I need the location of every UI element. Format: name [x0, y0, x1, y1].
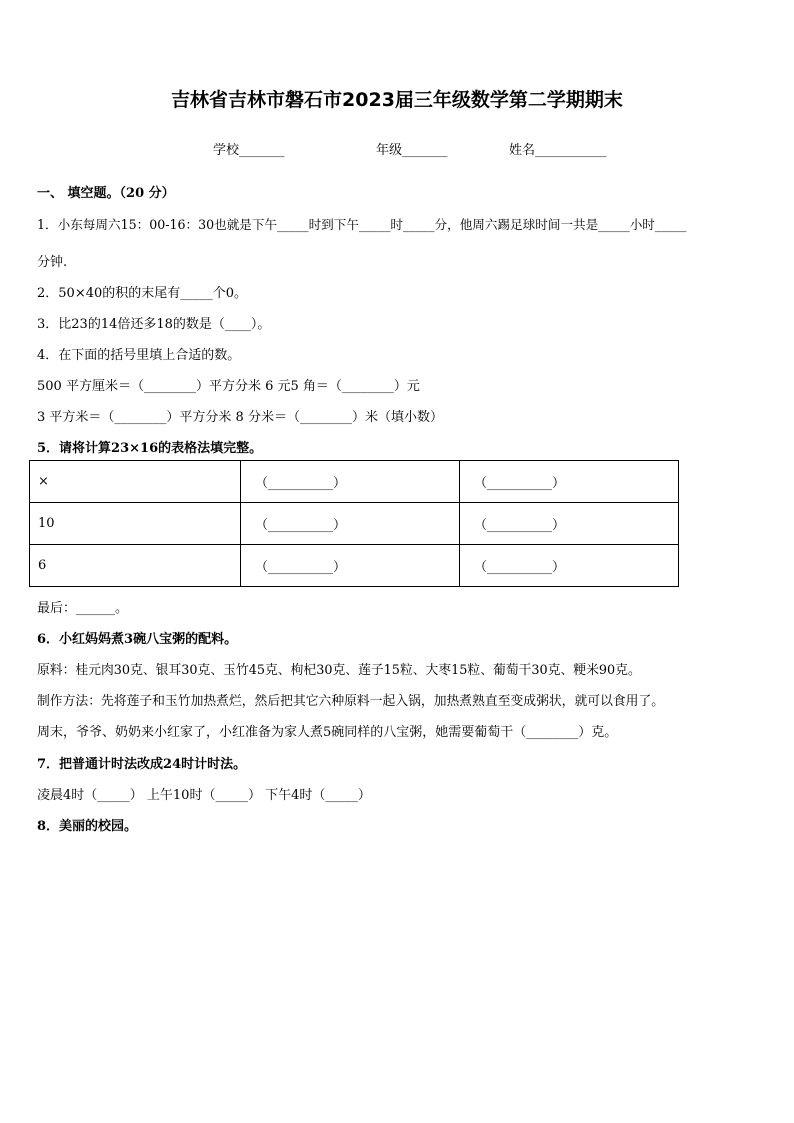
answer-blank: （__________）	[241, 545, 460, 587]
section-heading: 一、 填空题。（20 分）	[37, 186, 175, 201]
answer-blank: （__________）	[241, 503, 460, 545]
table-cell: ×	[30, 461, 241, 503]
grade-field: 年级_______	[376, 143, 448, 158]
multiplication-table	[29, 460, 679, 587]
table-row	[30, 503, 679, 545]
question-3: 3．比23的14倍还多18的数是（____）。	[37, 317, 271, 332]
table-row	[30, 545, 679, 587]
question-5-final: 最后：______。	[37, 601, 129, 616]
answer-blank: （__________）	[460, 503, 679, 545]
table-cell: 10	[30, 503, 241, 545]
answer-blank: （__________）	[241, 461, 460, 503]
question-7-line: 凌晨4时（_____） 上午10时（_____） 下午4时（_____）	[37, 788, 371, 803]
question-6-method: 制作方法：先将莲子和玉竹加热煮烂，然后把其它六种原料一起入锅，加热煮熟直至变成粥状，就可以食用了。	[37, 694, 665, 709]
exam-title: 吉林省吉林市磐石市2023届三年级数学第二学期期末	[171, 89, 623, 111]
question-6-ingredients: 原料：桂元肉30克、银耳30克、玉竹45克、枸杞30克、莲子15粒、大枣15粒、葡萄干30克、粳米90克。	[37, 663, 641, 678]
question-1-cont: 分钟.	[37, 255, 68, 270]
answer-blank: （__________）	[460, 545, 679, 587]
question-1: 1．小东每周六15：00-16：30也就是下午_____时到下午_____时_____分，他周六踢足球时间一共是_____小时_____	[37, 217, 687, 232]
question-8: 8．美丽的校园。	[37, 819, 138, 834]
question-4-line-1: 500 平方厘米＝（________）平方分米 6 元5 角＝（________）元	[37, 379, 420, 394]
question-6: 6．小红妈妈煮3碗八宝粥的配料。	[37, 632, 238, 647]
table-row	[30, 461, 679, 503]
question-6-question: 周末，爷爷、奶奶来小红家了，小红准备为家人煮5碗同样的八宝粥，她需要葡萄干（________）克。	[37, 725, 618, 740]
question-4: 4．在下面的括号里填上合适的数。	[37, 348, 241, 363]
question-2: 2．50×40的积的末尾有_____个0。	[37, 286, 248, 301]
question-4-line-2: 3 平方米＝（________）平方分米 8 分米＝（________）米（填小数）	[37, 410, 443, 425]
question-5: 5．请将计算23×16的表格法填完整。	[37, 441, 263, 456]
name-field: 姓名___________	[509, 143, 607, 158]
question-7: 7．把普通计时法改成24时计时法。	[37, 757, 247, 772]
school-field: 学校_______	[213, 143, 285, 158]
answer-blank: （__________）	[460, 461, 679, 503]
table-cell: 6	[30, 545, 241, 587]
